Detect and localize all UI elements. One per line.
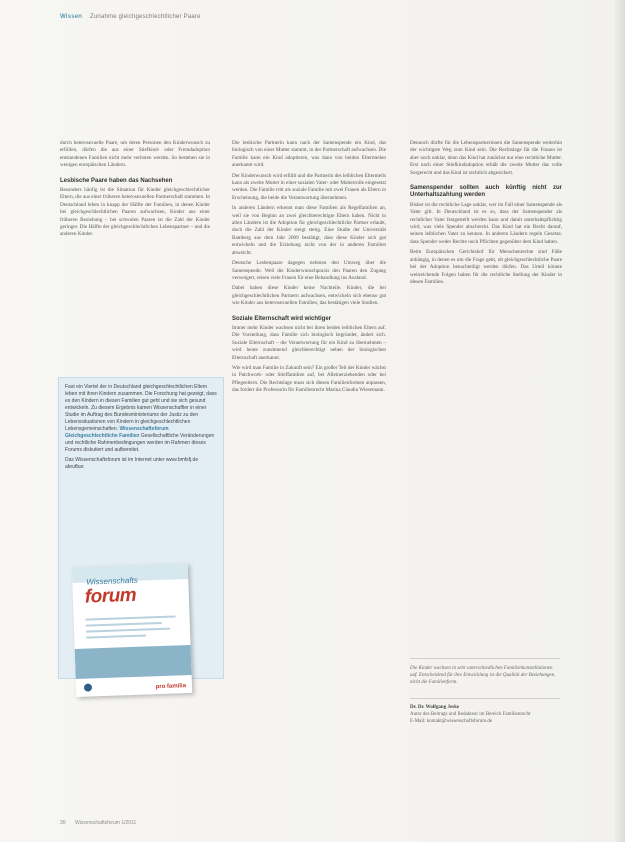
paragraph: Bisher ist die rechtliche Lage unklar, wer im Fall einer Samenspende als Vater gilt. In Deutschland ist es so, dass der Samenspender als rechtlicher Vater festgestellt werden kann und damit unterhaltspflichtig wird, was viele Spender abschreckt. Das Kind hat ein Recht darauf, seinen leiblichen Vater zu kennen. In anderen Ländern regeln Gesetze, dass Spender weder Rechte noch Pflichten gegenüber dem Kind haben. [410, 201, 562, 245]
paragraph: Dabei haben diese Kinder keine Nachteile. Kinder, die bei gleichgeschlechtlichen Partnern aufwachsen, entwickeln sich ebenso gut wie Kinder aus heterosexuellen Familien, das bestätigen viele Studien. [232, 285, 386, 307]
cover-text-line [86, 622, 162, 627]
seal-icon [84, 683, 92, 691]
author-contact[interactable]: E-Mail: kontakt@wissenschaftsforum.de [410, 719, 493, 724]
image-caption: Die Kinder wachsen in sehr unterschiedlichen Familienkonstellationen auf. Entscheidend für ihre Entwicklung ist die Qualität der Beziehungen, nicht die Familienform. [410, 666, 556, 685]
text-column-2 [232, 140, 386, 398]
paragraph: Dennoch dürfte für die Lebenspartnerinnen die Samenspende weiterhin der wichtigste Weg zum Kind sein. Die Rechtslage für die Frauen ist aber noch unklar, denn das Kind hat zunächst nur eine rechtliche Mutter. Erst nach einer Stiefkindadoption erhält die zweite Mutter das volle Sorgerecht und das Kind ist rechtlich abgesichert. [410, 140, 562, 176]
subheading: Samenspender sollten auch künftig nicht zur Unterhaltszahlung werden [410, 185, 562, 199]
cover-title: forum [84, 584, 137, 608]
author-role: Autor des Beitrags und Redakteur im Bereich Familienrecht [410, 712, 531, 717]
paragraph: Die lesbische Partnerin kann nach der Samenspende ein Kind, das biologisch von einer Mutter stammt, in der Partnerschaft aufwachsen. Die Familie kann ein Kind adoptieren, was dann von beiden Elternteilen anerkannt wird. [232, 140, 386, 169]
cover-color-band [75, 645, 192, 679]
text-column-3 [410, 140, 562, 289]
cover-kicker: Wissenschafts [86, 575, 138, 587]
page-number: 30 [60, 820, 66, 826]
text-column-1 [60, 140, 210, 242]
author-box [410, 704, 560, 725]
divider [410, 658, 560, 659]
cover-text-line [86, 615, 176, 620]
paragraph: Immer mehr Kinder wachsen nicht bei ihren beiden leiblichen Eltern auf. Die Vorstellung, dass Familie sich biologisch begründet, ändert sich. Soziale Elternschaft – die Verantwortung für ein Kind zu übernehmen – wird heute zunehmend gleichberechtigt neben der biologischen Elternschaft anerkannt. [232, 324, 386, 361]
publication-name: Wissenschaftsforum 1/2011 [74, 820, 137, 826]
cover-logo: pro familia [155, 683, 187, 691]
info-footnote: Das Wissenschaftsforum ist im Internet unter www.bmfsfj.de abrufbar. [65, 457, 199, 470]
paragraph: Der Kinderwunsch wird erfüllt und die Partnerin des leiblichen Elternteils kann als zweite Mutter in einer sozialen Vater- oder Mutterrolle eingesetzt werden. Die Familie tritt als soziale Familie mit zwei Frauen als Eltern in Erscheinung, die beide die Verantwortung übernehmen. [232, 172, 386, 201]
info-highlight-link[interactable]: Wissenschaftsforum Gleichgeschlechtliche Familien [65, 426, 169, 439]
info-text [65, 384, 217, 454]
cover-text-line [86, 628, 170, 633]
paragraph: In anderen Ländern erkennt man diese Familien als Regelfamilien an, weil sie von Beginn an zwei gleichberechtigte Eltern haben. Nicht in allen Ländern ist die Adoption für gleichgeschlechtliche Partner erlaubt, doch die Zahl der Kinder steigt stetig. Eine Studie der Universität Bamberg aus dem Jahr 2009 bestätigt, dass diese Kinder sich gut entwickeln und die Erziehung nicht von der in anderen Familien abweicht. [232, 205, 386, 256]
paragraph: Deutsche Lesbenpaare dagegen nehmen den Umweg über die Samenspende. Weil die Kinderwunschpraxis den Paaren den Zugang verweigert, reisen viele Frauen für eine Behandlung ins Ausland. [232, 260, 386, 281]
cover-text-line [86, 635, 146, 639]
divider [410, 698, 560, 699]
page-edge-shadow [615, 0, 625, 842]
info-text-part: Gesellschaftliche Veränderungen und rechtliche Rahmenbedingungen werden im Rahmen dieses Forums diskutiert und aufbereitet. [65, 433, 215, 453]
paragraph: Beim Europäischen Gerichtshof für Menschenrechte sind Fälle anhängig, in denen es um die Frage geht, ob gleichgeschlechtliche Paare bei der Adoption benachteiligt werden dürfen. Das Urteil könnte weitreichende Folgen haben für die rechtliche Stellung der Kinder in diesen Familien. [410, 249, 562, 285]
author-name: Dr. Dr. Wolfgang Jeske [410, 705, 460, 710]
paragraph: Besonders häufig ist die Situation für Kinder gleichgeschlechtlicher Eltern, die aus einer früheren heterosexuellen Partnerschaft stammen. In Deutschland leben in knapp der Hälfte der Familien, in denen Kinder bei gleichgeschlechtlichen Paaren aufwachsen, Kinder aus einer früheren Beziehung – bei schwulen Paaren ist die Zahl der Kinder geringer. Die Hälfte der gleichgeschlechtlichen Lebenspartner – und die anderen Kinder. [60, 187, 210, 238]
section-label: Wissen [60, 14, 83, 20]
subheading: Soziale Elternschaft wird wichtiger [232, 315, 332, 322]
header-title: Zunahme gleichgeschlechtlicher Paare [90, 14, 201, 20]
paragraph: Wie wird man Familie in Zukunft sein? Ein großer Teil der Kinder wächst in Patchwork- oder Stieffamilien auf, bei Alleinerziehenden oder bei Pflegeeltern. Die Rechtslage muss sich diesen Familienformen anpassen, das fordert die Professorin für Familienrecht Marina Claudia Wiesemann. [232, 364, 386, 394]
page-header [60, 14, 201, 20]
subheading: Lesbische Paare haben das Nachsehen [60, 177, 173, 184]
info-text-part: Fast ein Viertel der in Deutschland gleichgeschlechtlichen Eltern leben mit ihren Kindern zusammen. Die Forschung hat gezeigt, dass es den Kindern in diesen Familien gut geht und sie sich gesund entwickeln. Zu diesem Ergebnis kamen Wissenschaftler in einer Studie im Auftrag des Bundesministeriums der Justiz zu den Lebenssituationen von Kindern in gleichgeschlechtlichen Lebensgemeinschaften. [65, 384, 217, 432]
magazine-cover-image [72, 563, 192, 697]
page-footer [60, 820, 136, 826]
paragraph: durch heterosexuelle Paare, um deren Personen den Kinderwunsch zu erfüllen, dürfen die aus einer Stiefkind- oder Fremdadoption entstandenen Familien nicht mehr verboten werden. So bestehen sie in wenigen europäischen Ländern. [60, 140, 210, 169]
